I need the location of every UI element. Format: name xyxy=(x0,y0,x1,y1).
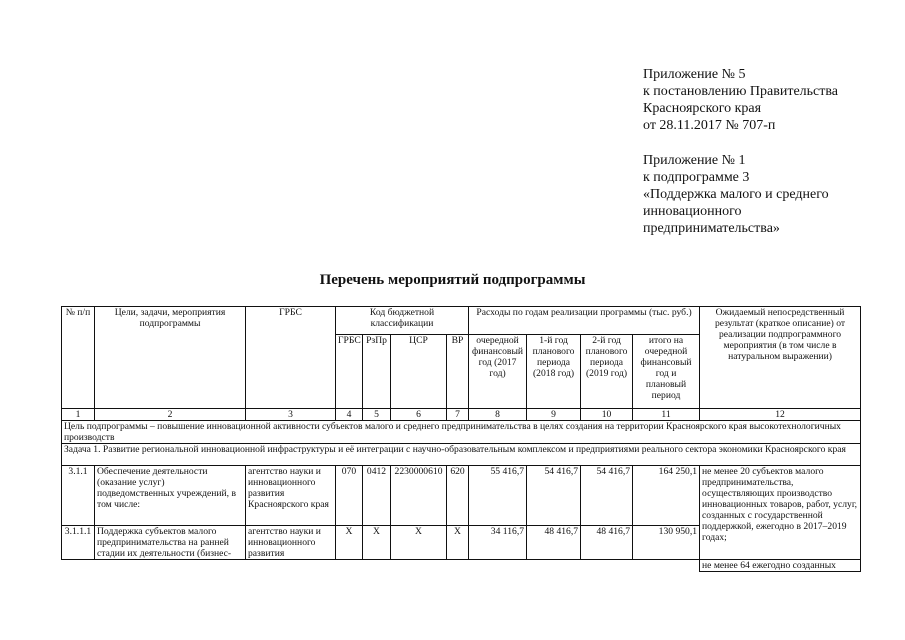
header-goals: Цели, задачи, мероприятия подпрограммы xyxy=(95,307,246,409)
column-number: 11 xyxy=(633,409,700,421)
goal-row: Цель подпрограммы – повышение инновационной активности субъектов малого и среднего предпринимательства в целях создания на территории Красноярского края высокотехнологичных производств xyxy=(62,421,861,444)
row-year-2018: 48 416,7 xyxy=(527,526,581,560)
column-number: 4 xyxy=(336,409,363,421)
row-name: Поддержка субъектов малого предпринимательства на ранней стадии их деятельности (бизнес- xyxy=(95,526,246,560)
column-number: 7 xyxy=(447,409,469,421)
row-year-2018: 54 416,7 xyxy=(527,466,581,526)
row-expected-result-continued: не менее 64 ежегодно созданных xyxy=(700,560,861,572)
row-grbs: агентство науки и инновационного развития Красноярского края xyxy=(246,466,336,526)
header-total: итого на очередной финансовый год и плановый период xyxy=(633,335,700,409)
column-number: 2 xyxy=(95,409,246,421)
row-year-2017: 55 416,7 xyxy=(469,466,527,526)
appendix-5-reference xyxy=(643,66,838,134)
row-year-2019: 54 416,7 xyxy=(581,466,633,526)
appendix-line: к подпрограмме 3 xyxy=(643,170,750,185)
header-year-2019: 2-й год планового периода (2019 год) xyxy=(581,335,633,409)
header-code-csr: ЦСР xyxy=(391,335,447,409)
row-code-csr: X xyxy=(391,526,447,560)
header-year-2018: 1-й год планового периода (2018 год) xyxy=(527,335,581,409)
row-code-rzpr: X xyxy=(363,526,391,560)
header-result: Ожидаемый непосредственный результат (краткое описание) от реализации подпрограммного мероприятия (в том числе в натуральном выражении) xyxy=(700,307,861,409)
row-number: 3.1.1 xyxy=(62,466,95,526)
header-code-grbs: ГРБС xyxy=(336,335,363,409)
document-title: Перечень мероприятий подпрограммы xyxy=(319,272,586,288)
appendix-line: инновационного xyxy=(643,204,742,219)
table-row xyxy=(62,466,861,526)
appendix-line: «Поддержка малого и среднего xyxy=(643,187,829,202)
row-code-rzpr: 0412 xyxy=(363,466,391,526)
column-number: 6 xyxy=(391,409,447,421)
row-name: Обеспечение деятельности (оказание услуг) подведомственных учреждений, в том числе: xyxy=(95,466,246,526)
row-code-vr: 620 xyxy=(447,466,469,526)
row-code-grbs: 070 xyxy=(336,466,363,526)
appendix-line: Красноярского края xyxy=(643,101,762,116)
appendix-line: Приложение № 1 xyxy=(643,153,746,168)
appendix-line: к постановлению Правительства xyxy=(643,84,839,99)
column-number: 3 xyxy=(246,409,336,421)
task-row: Задача 1. Развитие региональной инновационной инфраструктуры и её интеграции с научно-образовательным комплексом и предприятиями реального сектора экономики Красноярского края xyxy=(62,444,861,466)
row-expected-result: не менее 20 субъектов малого предпринимательства, осуществляющих производство инновационных товаров, работ, услуг, созданных с государственной поддержкой, ежегодно в 2017–2019 годах; xyxy=(700,466,861,560)
column-number: 8 xyxy=(469,409,527,421)
column-number: 9 xyxy=(527,409,581,421)
row-year-2017: 34 116,7 xyxy=(469,526,527,560)
appendix-1-reference xyxy=(643,152,829,237)
appendix-line: предпринимательства» xyxy=(643,221,780,236)
row-total: 164 250,1 xyxy=(633,466,700,526)
header-code-rzpr: РзПр xyxy=(363,335,391,409)
header-code-vr: ВР xyxy=(447,335,469,409)
appendix-line: от 28.11.2017 № 707-п xyxy=(643,118,776,133)
column-number: 1 xyxy=(62,409,95,421)
row-grbs: агентство науки и инновационного развития xyxy=(246,526,336,560)
row-number: 3.1.1.1 xyxy=(62,526,95,560)
row-code-vr: X xyxy=(447,526,469,560)
column-number: 5 xyxy=(363,409,391,421)
row-code-csr: 2230000610 xyxy=(391,466,447,526)
header-budget-code: Код бюджетной классификации xyxy=(336,307,469,335)
column-number: 12 xyxy=(700,409,861,421)
header-num: № п/п xyxy=(62,307,95,409)
appendix-line: Приложение № 5 xyxy=(643,67,746,82)
header-grbs: ГРБС xyxy=(246,307,336,409)
column-number: 10 xyxy=(581,409,633,421)
row-code-grbs: X xyxy=(336,526,363,560)
header-expenses: Расходы по годам реализации программы (тыс. руб.) xyxy=(469,307,700,335)
row-year-2019: 48 416,7 xyxy=(581,526,633,560)
row-total: 130 950,1 xyxy=(633,526,700,560)
measures-table xyxy=(61,306,861,572)
header-year-2017: очередной финансовый год (2017 год) xyxy=(469,335,527,409)
